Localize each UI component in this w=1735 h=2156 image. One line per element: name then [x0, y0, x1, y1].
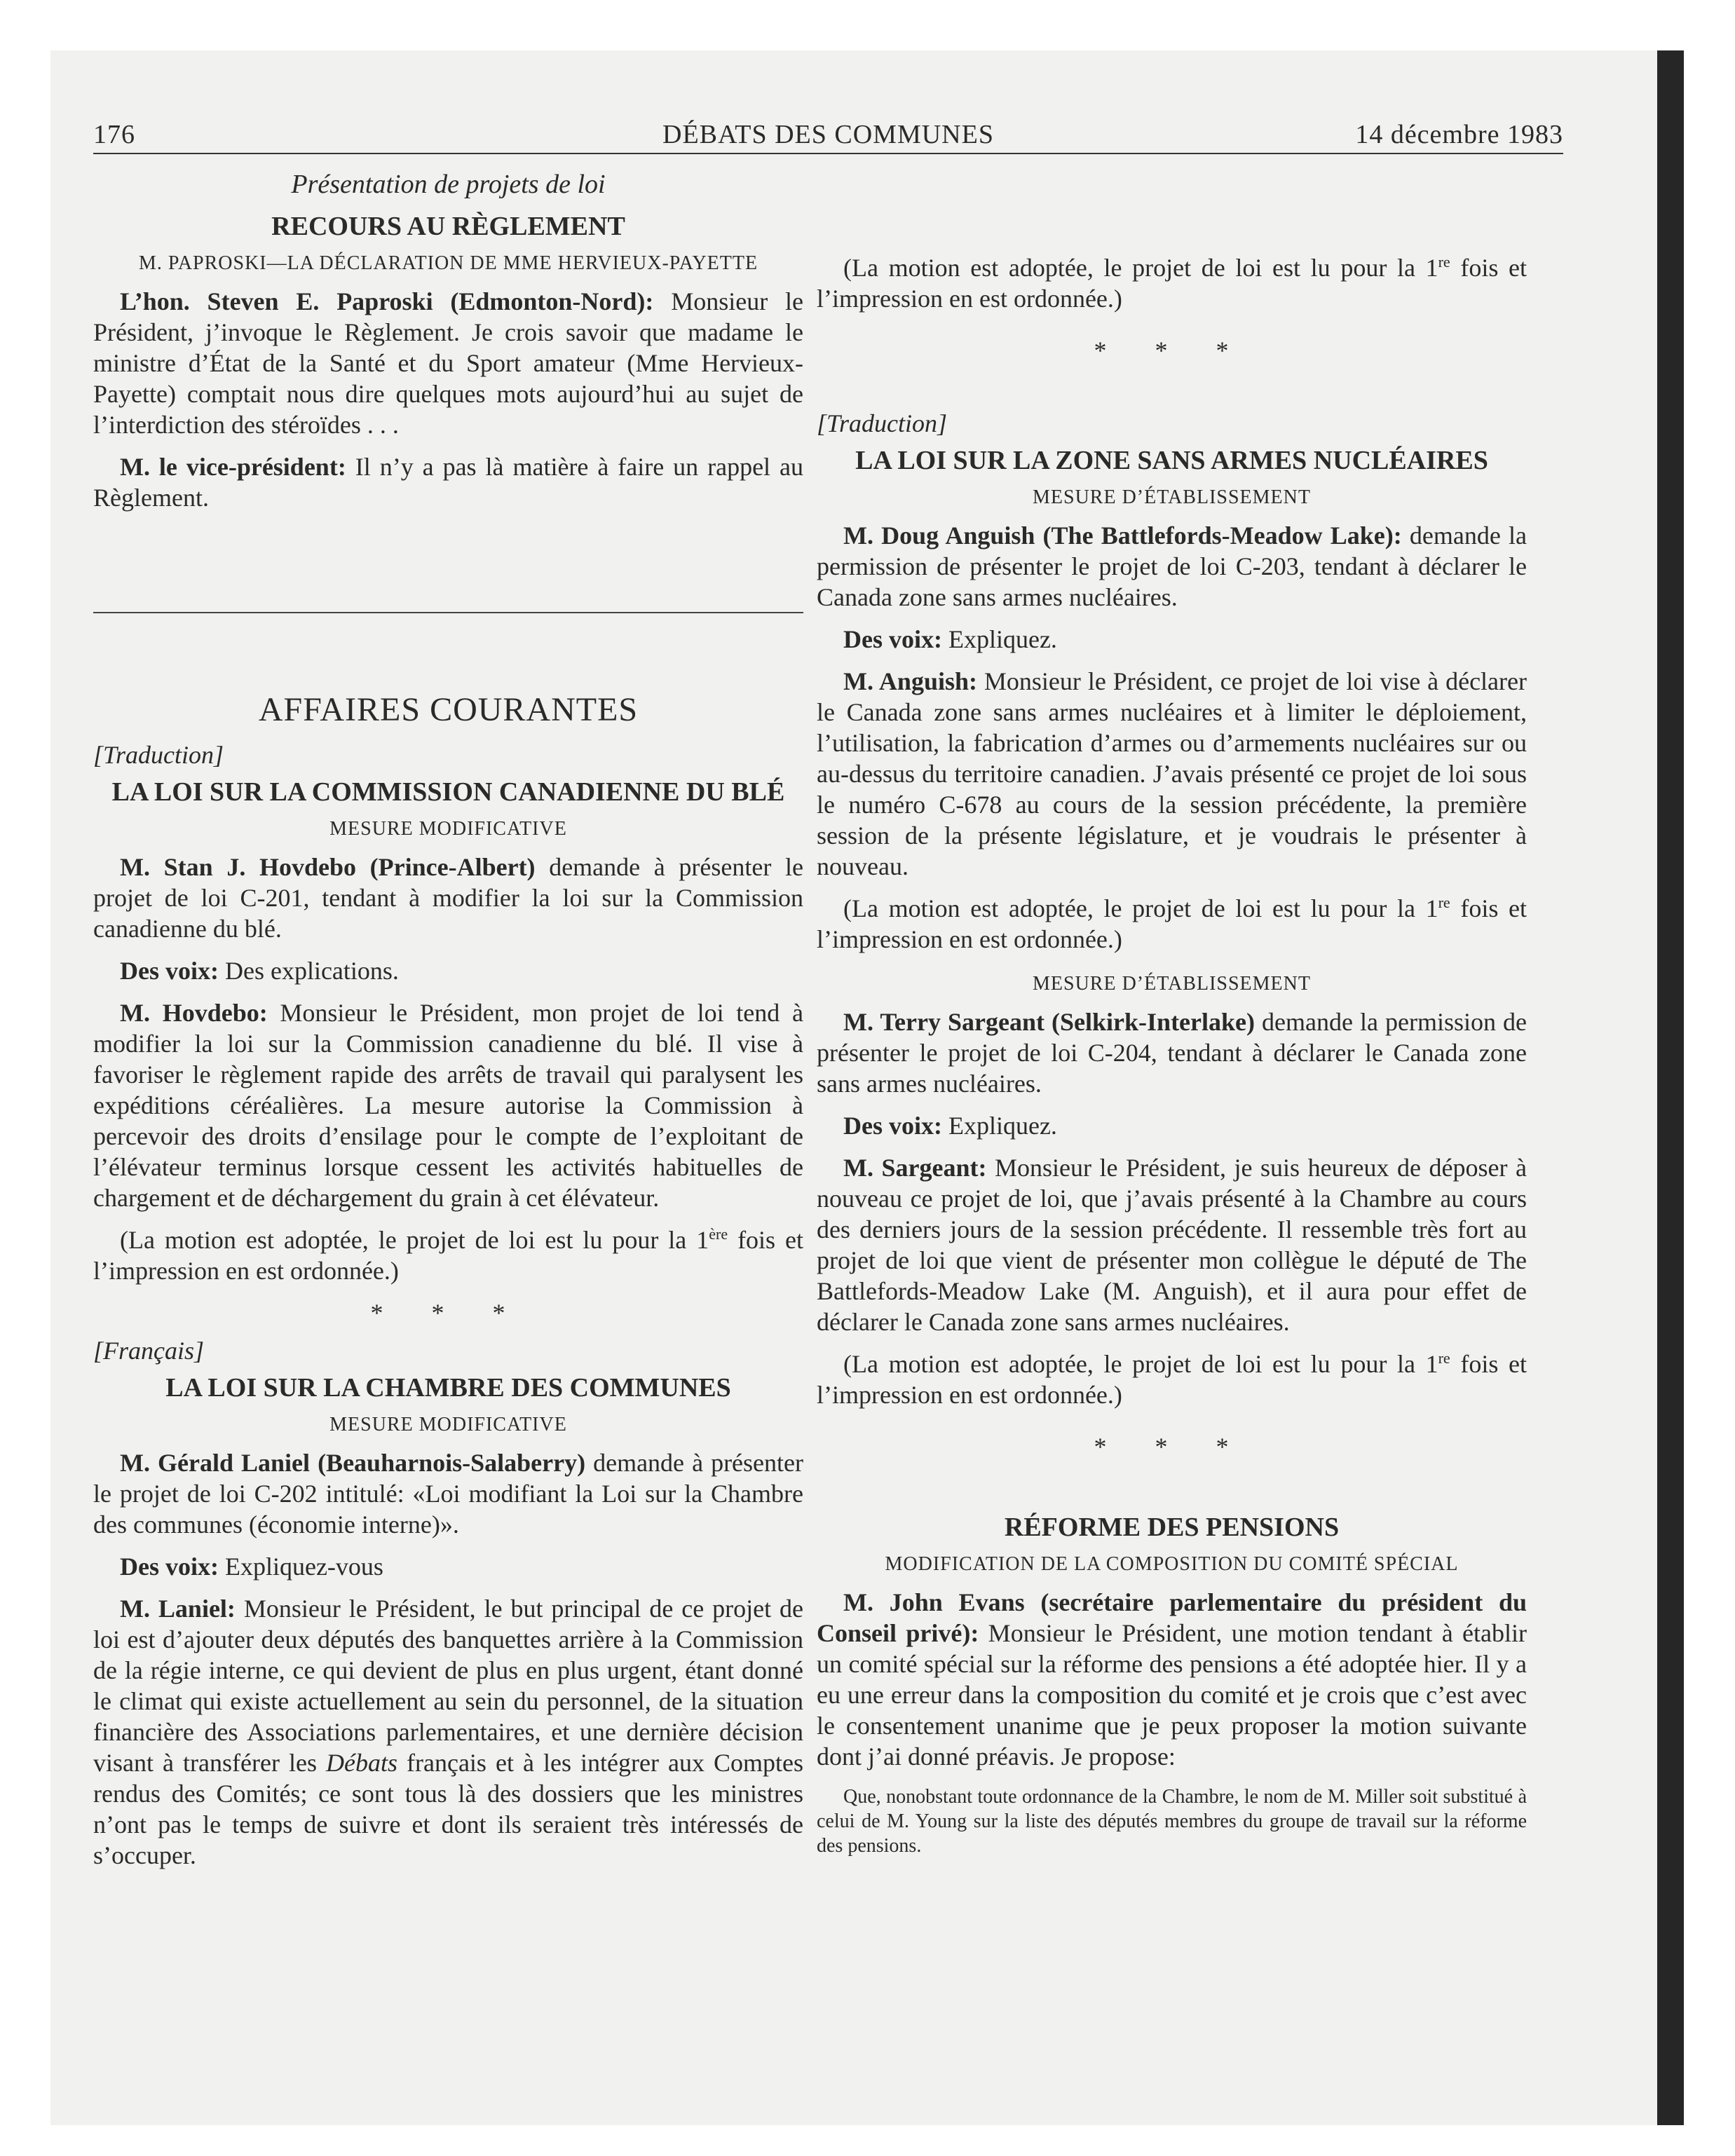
paragraph: [817, 1110, 1527, 1141]
speaker-name: L’hon. Steven E. Paproski (Edmonton-Nord):: [120, 287, 654, 315]
subtitle-zone: MESURE D’ÉTABLISSEMENT: [1033, 486, 1311, 508]
speaker-name: M. Sargeant:: [843, 1154, 987, 1182]
motion-paragraph: [817, 1349, 1527, 1410]
speech-text: Monsieur le Président, une motion tendant à établir un comité spécial sur la réforme des pensions a été adoptée hier. Il y a eu une erreur dans la composition du comité et je crois que c’est avec le consentement unanime que je peux proposer la motion suivante dont j’ai donné préavis. Je propose:: [817, 1619, 1527, 1770]
section-stars: * * *: [370, 1299, 526, 1327]
motion-text: (La motion est adoptée, le projet de loi est lu pour la 1: [843, 254, 1438, 282]
page-number: 176: [93, 120, 135, 149]
paragraph: [93, 451, 803, 513]
left-column: [93, 168, 803, 1882]
speaker-name: Des voix:: [843, 625, 942, 653]
header-date: 14 décembre 1983: [1355, 120, 1563, 149]
subtitle-ble: MESURE MODIFICATIVE: [329, 818, 567, 840]
subtitle-recours: M. PAPROSKI—LA DÉCLARATION DE MME HERVIEUX-PAYETTE: [138, 252, 758, 274]
speech-text: demande à présenter le projet de loi C-201, tendant à modifier la loi sur la Commission canadienne du blé.: [93, 853, 803, 943]
paragraph: [817, 624, 1527, 655]
speaker-name: Des voix:: [843, 1112, 942, 1140]
paragraph: [817, 1007, 1527, 1099]
language-tag: [Français]: [93, 1337, 205, 1365]
subtitle-chambre: MESURE MODIFICATIVE: [329, 1414, 567, 1435]
italic-title: Débats: [325, 1749, 397, 1777]
motion-paragraph: [93, 1224, 803, 1286]
paragraph: [817, 1587, 1527, 1772]
speech-text: français et à les intégrer aux Comptes rendus des Comités; ce sont tous là des dossiers que les ministres n’ont pas le temps de suivre et dont ils seraient très intéressés de s’occuper.: [93, 1749, 803, 1869]
speech-text: Monsieur le Président, le but principal de ce projet de loi est d’ajouter deux députés des banquettes arrière à la Commission de la régie interne, ce qui devient de plus en plus urgent, étant donné le climat qui existe actuellement au sein du personnel, de la situation financière des Associations parlementaires, et une dernière décision visant à transférer les: [93, 1595, 803, 1777]
speech-text: demande la permission de présenter le projet de loi C-204, tendant à déclarer le Canada zone sans armes nucléaires.: [817, 1008, 1528, 1098]
speech-text: Monsieur le Président, je suis heureux de déposer à nouveau ce projet de loi, que j’avais présenté à la Chambre au cours des derniers jours de la session précédente. Il ressemble très fort au projet de loi que vient de présenter mon collègue le député de The Battlefords-Meadow Lake (M. Anguish), et il aura pour effet de déclarer le Canada zone sans armes nucléaires.: [817, 1154, 1527, 1336]
intro-label: Présentation de projets de loi: [291, 170, 606, 199]
motion-text: (La motion est adoptée, le projet de loi est lu pour la 1: [843, 1350, 1438, 1378]
paragraph: [93, 1551, 803, 1582]
paragraph: [817, 1152, 1527, 1337]
speaker-name: M. Hovdebo:: [120, 999, 268, 1027]
paragraph: [93, 286, 803, 440]
ordinal-suffix: ère: [709, 1225, 728, 1243]
section-title-affaires: AFFAIRES COURANTES: [258, 691, 639, 728]
paragraph: [817, 520, 1527, 613]
motion-paragraph: [817, 893, 1527, 955]
subtitle-pensions: MODIFICATION DE LA COMPOSITION DU COMITÉ SPÉCIAL: [885, 1553, 1459, 1575]
speech-text: demande la permission de présenter le projet de loi C-203, tendant à déclarer le Canada zone sans armes nucléaires.: [817, 521, 1527, 611]
speech-text: Monsieur le Président, ce projet de loi vise à déclarer le Canada zone sans armes nucléaires et à limiter le déploiement, l’utilisation, la fabrication d’armes ou d’armements nucléaires sur ou au-dessus du territoire canadien. J’avais présenté ce projet de loi sous le numéro C-678 au cours de la session précédente, la première session de la présente législature, et je voudrais le présenter à nouveau.: [817, 667, 1527, 880]
scan-edge-shadow: [1657, 50, 1684, 2125]
speech-text: Expliquez-vous: [218, 1553, 383, 1581]
motion-text: (La motion est adoptée, le projet de loi est lu pour la 1: [120, 1226, 709, 1254]
section-title-recours: RECOURS AU RÈGLEMENT: [271, 212, 625, 241]
right-column: [817, 168, 1527, 1869]
motion-text: (La motion est adoptée, le projet de loi est lu pour la 1: [843, 894, 1438, 922]
section-title-ble: LA LOI SUR LA COMMISSION CANADIENNE DU BLÉ: [111, 777, 785, 807]
header-rule: [93, 153, 1563, 154]
ordinal-suffix: re: [1438, 253, 1450, 271]
ordinal-suffix: re: [1438, 1349, 1450, 1367]
running-header: [93, 119, 1563, 153]
speaker-name: M. Terry Sargeant (Selkirk-Interlake): [843, 1008, 1256, 1036]
speech-text: Monsieur le Président, mon projet de loi tend à modifier la loi sur la Commission canadienne du blé. Il vise à favoriser le règlement rapide des arrêts de travail qui paralysent les expéditions céréalières. La mesure autorise la Commission à percevoir des droits d’ensilage pour le compte de l’exploitant de l’élévateur terminus lorsque cessent les activités habituelles de chargement et de déchargement du grain à cet élévateur.: [93, 999, 803, 1212]
motion-paragraph: [817, 252, 1527, 314]
section-stars: * * *: [1094, 336, 1250, 364]
ordinal-suffix: re: [1438, 894, 1450, 911]
journal-title: DÉBATS DES COMMUNES: [662, 120, 994, 149]
speech-text: Des explications.: [218, 957, 399, 985]
speech-text: Expliquez.: [941, 625, 1057, 653]
section-title-chambre: LA LOI SUR LA CHAMBRE DES COMMUNES: [165, 1373, 731, 1403]
speaker-name: M. Doug Anguish (The Battlefords-Meadow Lake):: [843, 521, 1402, 550]
speech-text: Expliquez.: [941, 1112, 1057, 1140]
speaker-name: Des voix:: [120, 957, 219, 985]
motion-text: fois et l’impression en est ordonnée.): [817, 1350, 1527, 1409]
speaker-name: M. Anguish:: [843, 667, 977, 695]
paragraph: [817, 666, 1527, 882]
motion-text: fois et l’impression en est ordonnée.): [817, 894, 1527, 953]
speaker-name: M. le vice-président:: [120, 453, 346, 481]
speaker-name: M. Gérald Laniel (Beauharnois-Salaberry): [120, 1449, 586, 1477]
speech-text: Il n’y a pas là matière à faire un rappel au Règlement.: [93, 453, 803, 512]
speech-text: demande à présenter le projet de loi C-202 intitulé: «Loi modifiant la Loi sur la Chambre des communes (économie interne)».: [93, 1449, 803, 1538]
paragraph: [93, 1593, 803, 1871]
subtitle-zone-2: MESURE D’ÉTABLISSEMENT: [1033, 973, 1311, 995]
paragraph: [93, 997, 803, 1213]
paragraph: [93, 852, 803, 944]
speaker-name: M. Laniel:: [120, 1595, 236, 1623]
section-title-zone: LA LOI SUR LA ZONE SANS ARMES NUCLÉAIRES: [855, 446, 1488, 475]
paragraph: [93, 955, 803, 986]
paragraph: [93, 1447, 803, 1540]
speaker-name: M. John Evans (secrétaire parlementaire du président du Conseil privé):: [817, 1588, 1527, 1647]
language-tag: [Traduction]: [93, 741, 224, 769]
speaker-name: Des voix:: [120, 1553, 219, 1581]
speaker-name: M. Stan J. Hovdebo (Prince-Albert): [120, 853, 536, 881]
section-stars: * * *: [1094, 1433, 1250, 1461]
motion-text: fois et l’impression en est ordonnée.): [93, 1226, 803, 1285]
speech-text: Monsieur le Président, j’invoque le Règlement. Je crois savoir que madame le ministre d’État de la Santé et du Sport amateur (Mme Hervieux-Payette) comptait nous dire quelques mots aujourd’hui au sujet de l’interdiction des stéroïdes . . .: [93, 287, 803, 439]
motion-text: fois et l’impression en est ordonnée.): [817, 254, 1527, 313]
section-title-pensions: RÉFORME DES PENSIONS: [1004, 1513, 1340, 1542]
motion-quote: Que, nonobstant toute ordonnance de la Chambre, le nom de M. Miller soit substitué à celui de M. Young sur la liste des députés membres du groupe de travail sur la réforme des pensions.: [817, 1786, 1527, 1857]
language-tag: [Traduction]: [817, 409, 948, 437]
